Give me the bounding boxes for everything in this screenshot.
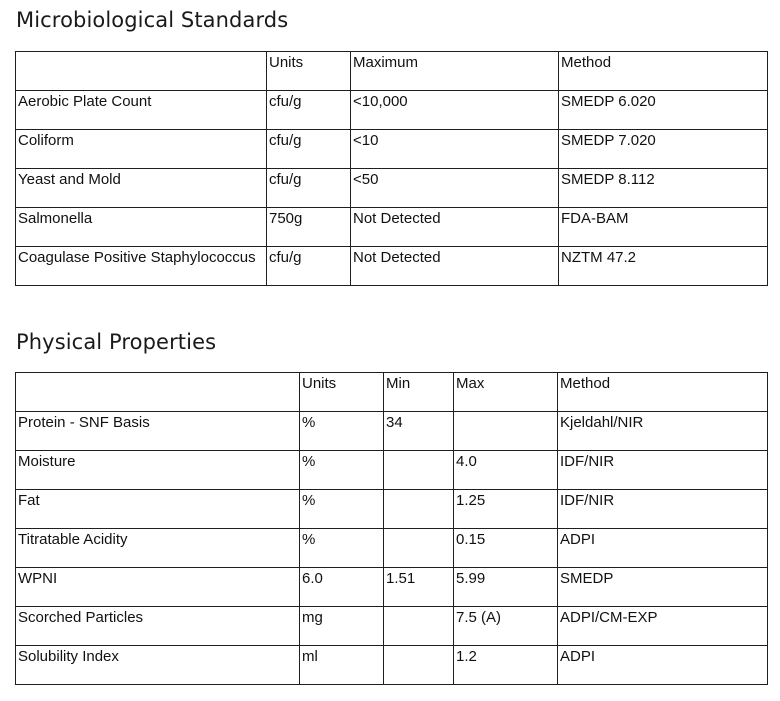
row-label: Yeast and Mold xyxy=(16,169,267,208)
method-cell: ADPI xyxy=(558,646,768,685)
table-row xyxy=(16,412,768,451)
row-label: Titratable Acidity xyxy=(16,529,300,568)
row-label: Moisture xyxy=(16,451,300,490)
maximum-cell: Not Detected xyxy=(351,208,559,247)
header-cell xyxy=(16,52,267,91)
row-label: Protein - SNF Basis xyxy=(16,412,300,451)
min-cell xyxy=(384,451,454,490)
table-row xyxy=(16,208,768,247)
header-cell-method: Method xyxy=(559,52,768,91)
units-cell: 6.0 xyxy=(300,568,384,607)
table-row xyxy=(16,646,768,685)
table-row xyxy=(16,169,768,208)
physical-section-title: Physical Properties xyxy=(16,330,217,354)
method-cell: ADPI/CM-EXP xyxy=(558,607,768,646)
header-cell-method: Method xyxy=(558,373,768,412)
min-cell: 1.51 xyxy=(384,568,454,607)
table-row xyxy=(16,247,768,286)
row-label: Solubility Index xyxy=(16,646,300,685)
max-cell: 1.25 xyxy=(454,490,558,529)
method-cell: Kjeldahl/NIR xyxy=(558,412,768,451)
table-header-row xyxy=(16,373,768,412)
method-cell: IDF/NIR xyxy=(558,490,768,529)
header-cell-units: Units xyxy=(300,373,384,412)
units-cell: cfu/g xyxy=(267,130,351,169)
table-row xyxy=(16,490,768,529)
method-cell: SMEDP 7.020 xyxy=(559,130,768,169)
max-cell xyxy=(454,412,558,451)
maximum-cell: <10 xyxy=(351,130,559,169)
units-cell: cfu/g xyxy=(267,169,351,208)
row-label: Fat xyxy=(16,490,300,529)
units-cell: % xyxy=(300,451,384,490)
min-cell xyxy=(384,646,454,685)
header-cell-maximum: Maximum xyxy=(351,52,559,91)
table-header-row xyxy=(16,52,768,91)
max-cell: 1.2 xyxy=(454,646,558,685)
microbiological-standards-table xyxy=(15,51,768,286)
table-row xyxy=(16,607,768,646)
method-cell: SMEDP xyxy=(558,568,768,607)
method-cell: IDF/NIR xyxy=(558,451,768,490)
header-cell-units: Units xyxy=(267,52,351,91)
units-cell: cfu/g xyxy=(267,247,351,286)
header-cell-max: Max xyxy=(454,373,558,412)
max-cell: 5.99 xyxy=(454,568,558,607)
micro-section-title: Microbiological Standards xyxy=(16,8,289,32)
units-cell: 750g xyxy=(267,208,351,247)
maximum-cell: Not Detected xyxy=(351,247,559,286)
units-cell: % xyxy=(300,529,384,568)
max-cell: 7.5 (A) xyxy=(454,607,558,646)
max-cell: 4.0 xyxy=(454,451,558,490)
table-row xyxy=(16,529,768,568)
units-cell: % xyxy=(300,490,384,529)
max-cell: 0.15 xyxy=(454,529,558,568)
method-cell: ADPI xyxy=(558,529,768,568)
table-row xyxy=(16,130,768,169)
row-label: Coliform xyxy=(16,130,267,169)
row-label: Salmonella xyxy=(16,208,267,247)
min-cell xyxy=(384,490,454,529)
maximum-cell: <50 xyxy=(351,169,559,208)
physical-properties-table xyxy=(15,372,768,685)
min-cell: 34 xyxy=(384,412,454,451)
row-label: Aerobic Plate Count xyxy=(16,91,267,130)
header-cell-min: Min xyxy=(384,373,454,412)
row-label: WPNI xyxy=(16,568,300,607)
units-cell: mg xyxy=(300,607,384,646)
method-cell: NZTM 47.2 xyxy=(559,247,768,286)
units-cell: % xyxy=(300,412,384,451)
table-row xyxy=(16,451,768,490)
header-cell xyxy=(16,373,300,412)
maximum-cell: <10,000 xyxy=(351,91,559,130)
row-label: Scorched Particles xyxy=(16,607,300,646)
table-row xyxy=(16,568,768,607)
row-label: Coagulase Positive Staphylococcus xyxy=(16,247,267,286)
units-cell: cfu/g xyxy=(267,91,351,130)
table-row xyxy=(16,91,768,130)
min-cell xyxy=(384,529,454,568)
method-cell: FDA-BAM xyxy=(559,208,768,247)
method-cell: SMEDP 6.020 xyxy=(559,91,768,130)
method-cell: SMEDP 8.112 xyxy=(559,169,768,208)
min-cell xyxy=(384,607,454,646)
units-cell: ml xyxy=(300,646,384,685)
